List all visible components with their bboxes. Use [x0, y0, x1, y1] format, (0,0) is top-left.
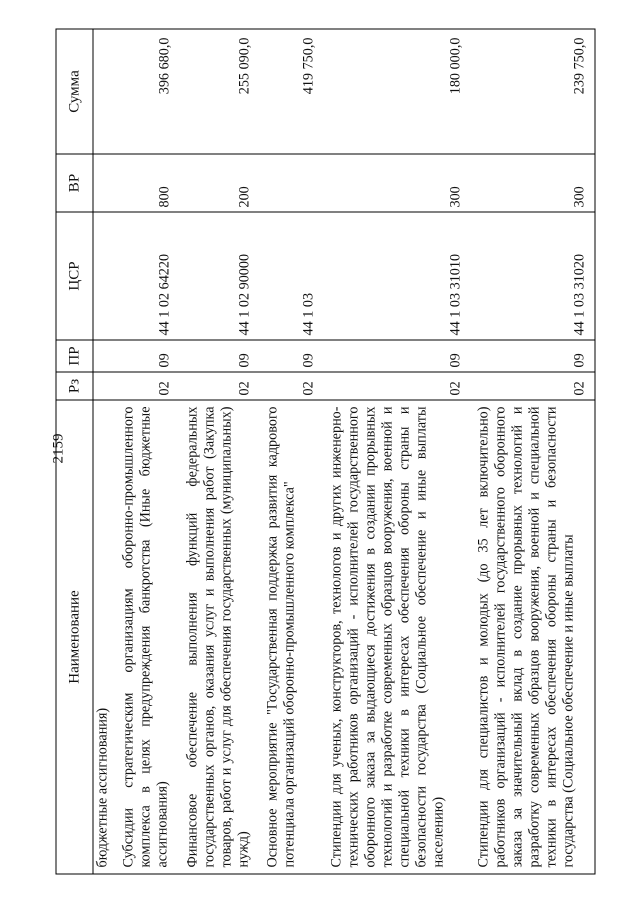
row-pr: [93, 340, 115, 372]
row-vr: 800: [115, 154, 179, 212]
row-csr: 44 1 03 31010: [323, 212, 470, 340]
row-pr: 09: [115, 340, 179, 372]
row-name: Финансовое обеспечение выполнения функций федеральных государственных органов, оказания услуг и выполнения работ (Закупка товаров, работ и услуг для обеспечения государственных (муниципальных) нужд): [179, 400, 259, 874]
row-csr: 44 1 03 31020: [470, 212, 595, 340]
row-vr: 300: [470, 154, 595, 212]
row-pr: 09: [323, 340, 470, 372]
header-rz: Рз: [56, 372, 93, 400]
table-row: [115, 29, 179, 874]
rotated-page: [56, 30, 586, 875]
row-name: Субсидии стратегическим организациям оборонно-промышленного комплекса в целях предупреждения банкротства (Иные бюджетные ассигнования): [115, 400, 179, 874]
header-pr: ПР: [56, 340, 93, 372]
row-rz: 02: [323, 372, 470, 400]
row-csr: 44 1 02 64220: [115, 212, 179, 340]
row-vr: [259, 154, 323, 212]
row-sum: 255 090,0: [179, 29, 259, 154]
row-csr: 44 1 02 90000: [179, 212, 259, 340]
table-header-row: [56, 29, 93, 874]
header-csr: ЦСР: [56, 212, 93, 340]
row-vr: 200: [179, 154, 259, 212]
row-rz: 02: [470, 372, 595, 400]
row-pr: 09: [470, 340, 595, 372]
row-rz: [93, 372, 115, 400]
row-rz: 02: [259, 372, 323, 400]
row-vr: [93, 154, 115, 212]
table-row: [259, 29, 323, 874]
row-rz: 02: [115, 372, 179, 400]
row-csr: [93, 212, 115, 340]
table-row: [323, 29, 470, 874]
row-name: Стипендии для специалистов и молодых (до 35 лет включительно) работников организаций - исполнителей государственного оборонного заказа за значительный вклад в создание прорывных технологий и разработку современных образцов вооружения, военной и специальной техники в интересах обеспечения обороны страны и безопасности государства (Социальное обеспечение и иные выплаты: [470, 400, 595, 874]
row-sum: 180 000,0: [323, 29, 470, 154]
row-name: Стипендии для ученых, конструкторов, технологов и других инженерно-технических работников организаций - исполнителей государственного оборонного заказа за выдающиеся достижения в создании прорывных технологий и разработке современных образцов вооружения, военной и специальной техники в интересах обеспечения обороны страны и безопасности государства (Социальное обеспечение и иные выплаты населению): [323, 400, 470, 874]
row-csr: 44 1 03: [259, 212, 323, 340]
budget-table: [56, 29, 596, 875]
table-row: [93, 29, 115, 874]
row-pr: 09: [259, 340, 323, 372]
table-row: [179, 29, 259, 874]
row-vr: 300: [323, 154, 470, 212]
row-name: Основное мероприятие "Государственная поддержка развития кадрового потенциала организаций оборонно-промышленного комплекса": [259, 400, 323, 874]
row-sum: 419 750,0: [259, 29, 323, 154]
header-name: Наименование: [56, 400, 93, 874]
row-pr: 09: [179, 340, 259, 372]
row-sum: [93, 29, 115, 154]
row-name: бюджетные ассигнования): [93, 400, 115, 874]
page-number: 2159: [50, 433, 67, 464]
row-rz: 02: [179, 372, 259, 400]
row-sum: 396 680,0: [115, 29, 179, 154]
header-vr: ВР: [56, 154, 93, 212]
header-sum: Сумма: [56, 29, 93, 154]
table-row: [470, 29, 595, 874]
row-sum: 239 750,0: [470, 29, 595, 154]
